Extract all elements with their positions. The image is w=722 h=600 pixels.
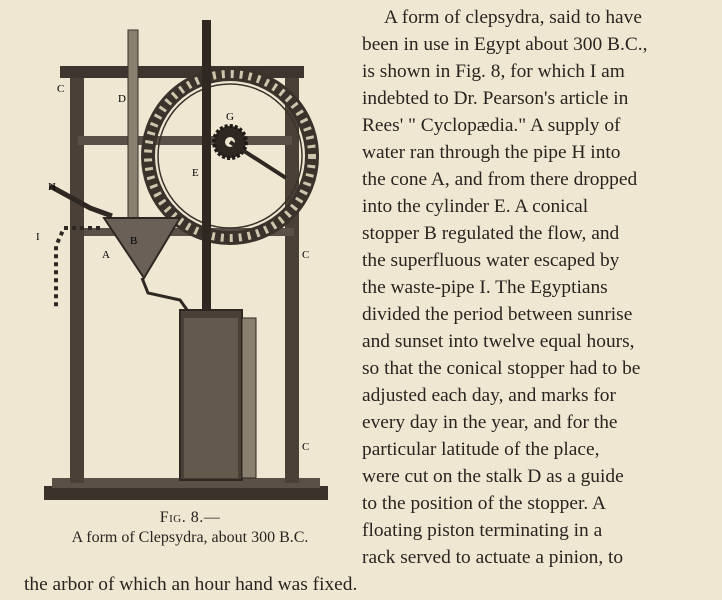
clepsydra-figure (30, 18, 340, 508)
text-line: water ran through the pipe H into (362, 142, 621, 163)
text-line: into the cylinder E. A conical (362, 196, 589, 217)
text-line: is shown in Fig. 8, for which I am (362, 61, 625, 82)
text-line: Rees' " Cyclopædia." A supply of (362, 115, 621, 136)
text-line: been in use in Egypt about 300 B.C., (362, 34, 648, 55)
cone-a (104, 218, 180, 278)
label-c-top: C (57, 83, 65, 95)
clepsydra-illustration (30, 18, 340, 508)
text-line: indebted to Dr. Pearson's article in (362, 88, 629, 109)
scale-bar (242, 318, 256, 478)
text-line: and sunset into twelve equal hours, (362, 331, 635, 352)
label-h: H (48, 181, 56, 193)
text-line: rack served to actuate a pinion, to (362, 547, 624, 568)
label-c-bottom: C (302, 441, 310, 453)
text-line: the superfluous water escaped by (362, 250, 620, 271)
label-d: D (118, 93, 126, 105)
caption-text: A form of Clepsydra, about 300 B.C. (71, 529, 309, 546)
label-a: A (102, 249, 110, 261)
body-paragraph (362, 4, 707, 571)
text-line: divided the period between sunrise (362, 304, 633, 325)
final-text-line: the arbor of which an hour hand was fixed. (24, 574, 358, 595)
label-b: B (130, 235, 138, 247)
label-c-right: C (302, 249, 310, 261)
base-plate (44, 486, 328, 500)
middle-beam (78, 136, 292, 145)
text-line: so that the conical stopper had to be (362, 358, 641, 379)
text-line: stopper B regulated the flow, and (362, 223, 620, 244)
label-e: E (192, 167, 199, 179)
text-line: every day in the year, and for the (362, 412, 618, 433)
feed-pipe (142, 278, 190, 314)
figure-caption (30, 508, 350, 548)
stalk-d (128, 30, 138, 230)
text-line: to the position of the stopper. A (362, 493, 606, 514)
text-line: the cone A, and from there dropped (362, 169, 638, 190)
label-i: I (36, 231, 40, 243)
left-post (70, 73, 84, 483)
text-line: adjusted each day, and marks for (362, 385, 616, 406)
cylinder-water (184, 318, 238, 478)
label-g: G (226, 111, 234, 123)
hour-hand (230, 142, 286, 178)
text-line: floating piston terminating in a (362, 520, 603, 541)
caption-number: Fig. 8.— (159, 509, 221, 526)
text-line: the waste-pipe I. The Egyptians (362, 277, 608, 298)
text-line: were cut on the stalk D as a guide (362, 466, 624, 487)
right-post (285, 73, 299, 483)
text-line: particular latitude of the place, (362, 439, 600, 460)
text-line: A form of clepsydra, said to have (384, 7, 642, 28)
